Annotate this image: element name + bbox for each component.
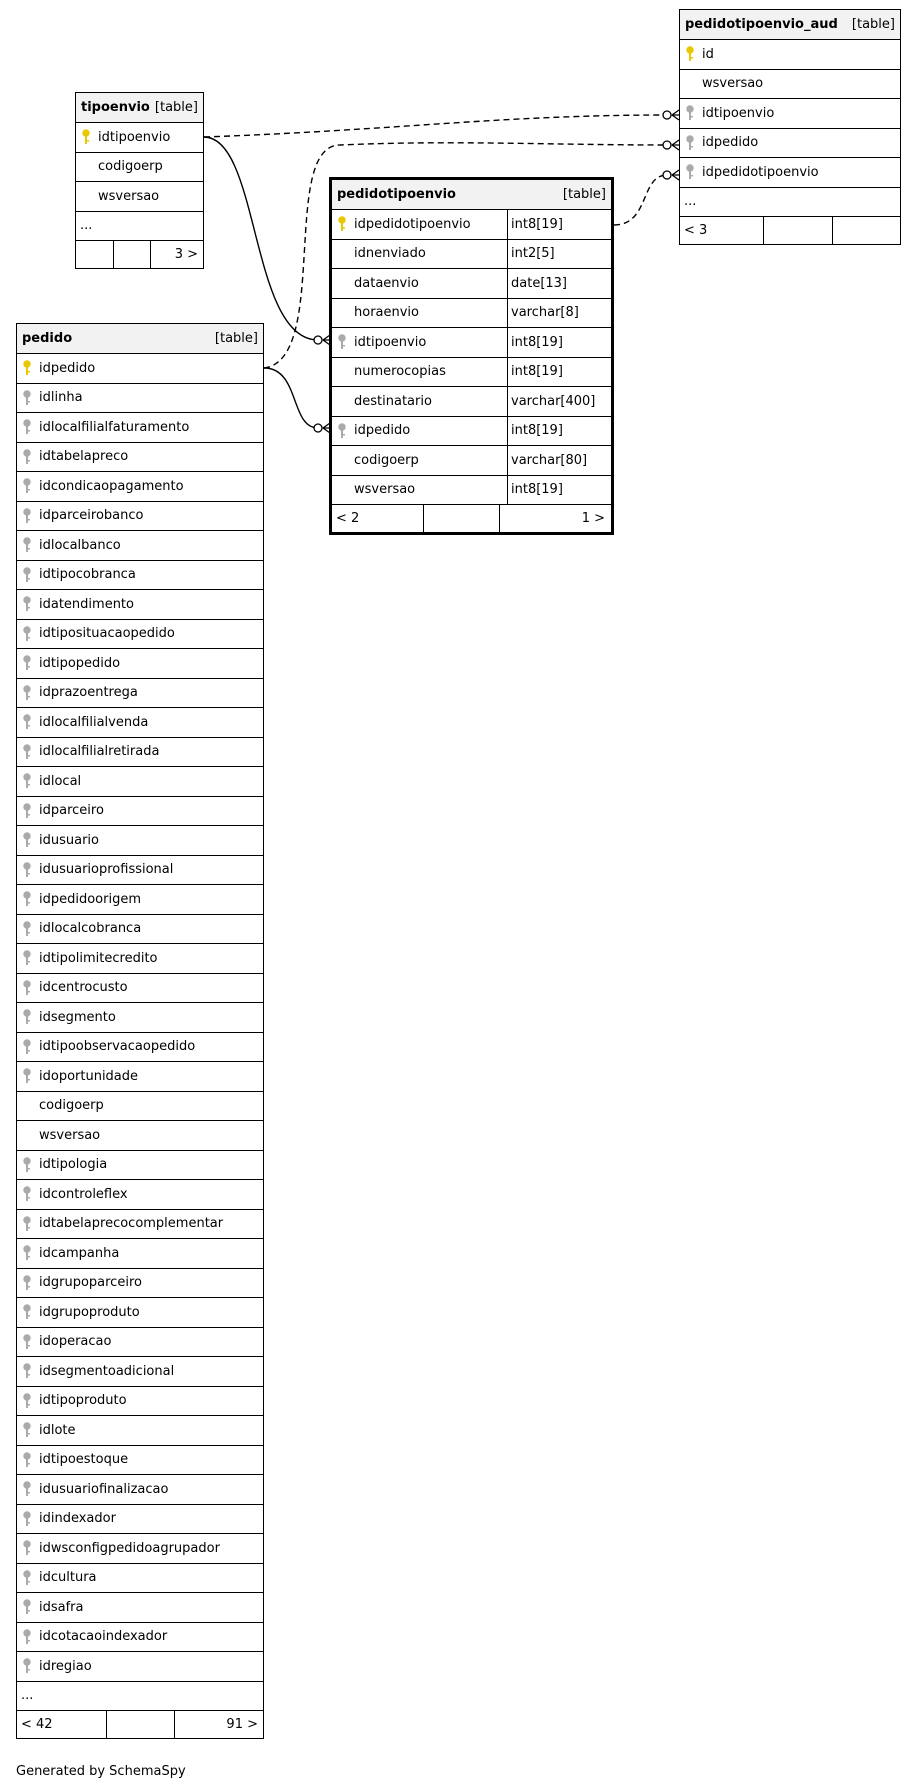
column-name: idlocalbanco	[39, 537, 121, 553]
column-name: idtipoobservacaopedido	[39, 1039, 196, 1055]
column-name: idcultura	[39, 1570, 97, 1586]
column-name: idpedido	[39, 360, 96, 376]
foreign-key-icon	[17, 1186, 37, 1202]
column-row[interactable]	[17, 1151, 263, 1181]
column-row[interactable]	[17, 1121, 263, 1151]
foreign-key-icon	[17, 537, 37, 553]
foreign-key-icon	[17, 714, 37, 730]
column-row[interactable]	[17, 502, 263, 532]
column-name: idgrupoparceiro	[39, 1275, 142, 1291]
primary-key-icon	[680, 46, 700, 62]
column-name: destinatario	[354, 393, 432, 409]
column-row[interactable]	[17, 590, 263, 620]
table-header[interactable]	[332, 180, 611, 210]
column-row[interactable]	[17, 1092, 263, 1122]
foreign-key-icon	[17, 626, 37, 642]
column-name: idprazoentrega	[39, 685, 138, 701]
column-name: idgrupoproduto	[39, 1304, 140, 1320]
column-row[interactable]	[17, 1387, 263, 1417]
foreign-key-icon	[17, 1068, 37, 1084]
column-row[interactable]	[17, 649, 263, 679]
table-type-label: [table]	[562, 187, 606, 202]
column-name: idsafra	[39, 1599, 84, 1615]
crows-foot-marker	[314, 423, 330, 433]
column-type: varchar[8]	[507, 299, 611, 328]
column-name: idusuariofinalizacao	[39, 1481, 169, 1497]
column-name: idtipoenvio	[98, 129, 171, 145]
column-row[interactable]	[17, 1475, 263, 1505]
table-footer	[76, 241, 203, 268]
foreign-key-icon	[17, 1245, 37, 1261]
column-name: idtipoestoque	[39, 1452, 129, 1468]
edge-pedido-pedidotipoenvio	[264, 368, 318, 428]
foreign-key-icon	[17, 1009, 37, 1025]
column-row[interactable]	[17, 1564, 263, 1594]
column-row[interactable]	[17, 974, 263, 1004]
column-row[interactable]	[17, 1180, 263, 1210]
column-type: int8[19]	[507, 476, 611, 505]
edge-pedidotipoenvio-aud	[614, 175, 667, 225]
foreign-key-icon	[17, 862, 37, 878]
column-row[interactable]	[17, 1357, 263, 1387]
column-name: idtabelaprecocomplementar	[39, 1216, 224, 1232]
column-name: idlocalcobranca	[39, 921, 142, 937]
column-row[interactable]	[76, 182, 203, 212]
column-name: idwsconfigpedidoagrupador	[39, 1540, 220, 1556]
foreign-key-icon	[17, 1452, 37, 1468]
column-name: wsversao	[702, 76, 764, 92]
foreign-key-icon	[17, 390, 37, 406]
foreign-key-icon	[680, 135, 700, 151]
column-name: idtipocobranca	[39, 567, 136, 583]
foreign-key-icon	[17, 1275, 37, 1291]
column-row[interactable]	[17, 354, 263, 384]
column-name: idtipolimitecredito	[39, 950, 158, 966]
column-name: idsegmento	[39, 1009, 116, 1025]
table-header[interactable]	[17, 324, 263, 354]
column-name: idparceirobanco	[39, 508, 144, 524]
column-row[interactable]	[17, 1593, 263, 1623]
column-name: idoportunidade	[39, 1068, 139, 1084]
footer-children-count[interactable]: 3 >	[150, 241, 202, 268]
column-type: int8[19]	[507, 358, 611, 387]
column-name: wsversao	[39, 1127, 101, 1143]
table-pedidotipoenvio[interactable]	[329, 177, 614, 535]
column-name: idpedido	[702, 135, 759, 151]
column-name: idcondicaopagamento	[39, 478, 184, 494]
table-pedidotipoenvio-aud[interactable]	[679, 9, 901, 245]
column-row[interactable]	[17, 1210, 263, 1240]
column-type: varchar[400]	[507, 387, 611, 416]
foreign-key-icon	[17, 1363, 37, 1379]
column-name: idtipoenvio	[354, 334, 427, 350]
column-name: idcampanha	[39, 1245, 120, 1261]
foreign-key-icon	[17, 1422, 37, 1438]
crows-foot-marker	[663, 140, 679, 150]
column-name: id	[702, 46, 714, 62]
foreign-key-icon	[17, 1570, 37, 1586]
column-row[interactable]	[17, 1062, 263, 1092]
foreign-key-icon	[17, 1393, 37, 1409]
column-row[interactable]	[17, 885, 263, 915]
column-row[interactable]	[17, 1623, 263, 1653]
column-name: idlocalfilialretirada	[39, 744, 160, 760]
foreign-key-icon	[332, 334, 352, 350]
column-row[interactable]	[680, 129, 900, 159]
footer-middle-cell	[113, 241, 150, 268]
column-name: idtipoenvio	[702, 105, 775, 121]
table-header[interactable]	[680, 10, 900, 40]
foreign-key-icon	[17, 891, 37, 907]
footer-middle-cell	[763, 217, 832, 244]
column-row[interactable]	[17, 1652, 263, 1682]
column-name: idtipopedido	[39, 655, 121, 671]
column-name: idparceiro	[39, 803, 104, 819]
foreign-key-icon	[17, 655, 37, 671]
primary-key-icon	[332, 216, 352, 232]
crows-foot-marker	[663, 110, 679, 120]
foreign-key-icon	[17, 596, 37, 612]
column-name: idpedidoorigem	[39, 891, 142, 907]
foreign-key-icon	[17, 449, 37, 465]
column-row[interactable]	[17, 708, 263, 738]
foreign-key-icon	[17, 419, 37, 435]
column-name: idpedido	[354, 423, 411, 439]
column-row[interactable]	[680, 70, 900, 100]
column-name: codigoerp	[354, 452, 419, 468]
column-name: idtabelapreco	[39, 449, 129, 465]
column-name: dataenvio	[354, 275, 419, 291]
column-name: numerocopias	[354, 364, 446, 380]
column-name: idlocalfilialfaturamento	[39, 419, 190, 435]
foreign-key-icon	[17, 773, 37, 789]
column-name: idcontroleflex	[39, 1186, 128, 1202]
foreign-key-icon	[17, 1216, 37, 1232]
footer-parents-count[interactable]: < 3	[684, 223, 708, 238]
column-row[interactable]	[17, 620, 263, 650]
foreign-key-icon	[332, 423, 352, 439]
footer-middle-cell	[106, 1711, 174, 1738]
column-name: codigoerp	[39, 1098, 104, 1114]
column-name: idatendimento	[39, 596, 134, 612]
column-row[interactable]	[332, 417, 611, 447]
column-row[interactable]	[332, 476, 611, 506]
column-row[interactable]	[17, 1416, 263, 1446]
foreign-key-icon	[17, 1157, 37, 1173]
column-row[interactable]	[17, 856, 263, 886]
column-name: idpedidotipoenvio	[354, 216, 471, 232]
foreign-key-icon	[17, 1334, 37, 1350]
foreign-key-icon	[17, 1511, 37, 1527]
column-row[interactable]	[17, 384, 263, 414]
column-row[interactable]	[17, 1298, 263, 1328]
edge-tipoenvio-pedidotipoenvio	[204, 137, 318, 340]
column-type: int8[19]	[507, 328, 611, 357]
column-row[interactable]	[76, 123, 203, 153]
column-row[interactable]	[680, 40, 900, 70]
column-row[interactable]	[17, 1239, 263, 1269]
column-name: idlote	[39, 1422, 76, 1438]
column-name: idsegmentoadicional	[39, 1363, 175, 1379]
column-row[interactable]	[332, 387, 611, 417]
column-row[interactable]	[17, 679, 263, 709]
foreign-key-icon	[17, 950, 37, 966]
more-columns-row[interactable]	[76, 212, 203, 242]
footer-children-count[interactable]: 1 >	[499, 505, 609, 532]
column-row[interactable]	[332, 299, 611, 329]
column-name: idlocalfilialvenda	[39, 714, 149, 730]
column-name: idtipologia	[39, 1157, 108, 1173]
column-name: idregiao	[39, 1658, 92, 1674]
column-type: varchar[80]	[507, 446, 611, 475]
column-name: idoperacao	[39, 1334, 112, 1350]
column-name: idcentrocusto	[39, 980, 128, 996]
column-row[interactable]	[17, 472, 263, 502]
column-row[interactable]	[17, 797, 263, 827]
table-footer	[17, 1711, 263, 1738]
foreign-key-icon	[17, 832, 37, 848]
column-row[interactable]	[332, 210, 611, 240]
foreign-key-icon	[17, 508, 37, 524]
foreign-key-icon	[17, 1540, 37, 1556]
footer-children-count[interactable]: 91 >	[174, 1711, 262, 1738]
column-row[interactable]	[332, 328, 611, 358]
footer-parents-count[interactable]: < 42	[21, 1717, 53, 1732]
column-row[interactable]	[17, 826, 263, 856]
crows-foot-marker	[663, 170, 679, 180]
generated-by-text: Generated by SchemaSpy	[16, 1764, 186, 1779]
more-columns-row[interactable]	[680, 188, 900, 218]
column-name: idpedidotipoenvio	[702, 164, 819, 180]
table-type-label: [table]	[214, 331, 258, 346]
column-name: codigoerp	[98, 159, 163, 175]
crows-foot-marker	[314, 335, 330, 345]
table-tipoenvio[interactable]	[75, 92, 204, 269]
column-name: horaenvio	[354, 305, 419, 321]
column-row[interactable]	[680, 99, 900, 129]
footer-middle-cell	[423, 505, 499, 532]
primary-key-icon	[76, 129, 96, 145]
column-row[interactable]	[17, 1446, 263, 1476]
column-row[interactable]	[17, 767, 263, 797]
column-name: idtipoproduto	[39, 1393, 127, 1409]
column-name: idlinha	[39, 390, 83, 406]
table-footer	[332, 505, 611, 532]
column-row[interactable]	[17, 1328, 263, 1358]
more-columns-row[interactable]	[17, 1682, 263, 1712]
foreign-key-icon	[680, 105, 700, 121]
foreign-key-icon	[680, 164, 700, 180]
column-row[interactable]	[17, 944, 263, 974]
column-row[interactable]	[17, 561, 263, 591]
column-row[interactable]	[17, 1033, 263, 1063]
column-row[interactable]	[680, 158, 900, 188]
column-name: idindexador	[39, 1511, 116, 1527]
table-name: pedido	[22, 331, 73, 346]
column-row[interactable]	[17, 531, 263, 561]
column-name: idnenviado	[354, 246, 426, 262]
column-row[interactable]	[17, 1269, 263, 1299]
foreign-key-icon	[17, 803, 37, 819]
foreign-key-icon	[17, 685, 37, 701]
column-type: int2[5]	[507, 240, 611, 269]
table-name: tipoenvio	[81, 100, 150, 115]
foreign-key-icon	[17, 1039, 37, 1055]
column-name: idusuarioprofissional	[39, 862, 174, 878]
foreign-key-icon	[17, 567, 37, 583]
column-row[interactable]	[332, 358, 611, 388]
more-columns-ellipsis: ...	[80, 218, 93, 234]
foreign-key-icon	[17, 1304, 37, 1320]
primary-key-icon	[17, 360, 37, 376]
foreign-key-icon	[17, 1629, 37, 1645]
column-name: idusuario	[39, 832, 99, 848]
column-row[interactable]	[17, 1505, 263, 1535]
edge-tipoenvio-aud	[204, 115, 667, 137]
column-row[interactable]	[332, 269, 611, 299]
column-name: idcotacaoindexador	[39, 1629, 168, 1645]
column-row[interactable]	[17, 1534, 263, 1564]
footer-children-count[interactable]	[832, 217, 899, 244]
table-footer	[680, 217, 900, 244]
column-name: idtiposituacaopedido	[39, 626, 175, 642]
foreign-key-icon	[17, 1481, 37, 1497]
table-name: pedidotipoenvio	[337, 187, 456, 202]
column-row[interactable]	[17, 738, 263, 768]
foreign-key-icon	[17, 744, 37, 760]
foreign-key-icon	[17, 980, 37, 996]
column-row[interactable]	[17, 443, 263, 473]
foreign-key-icon	[17, 921, 37, 937]
column-row[interactable]	[17, 915, 263, 945]
footer-parents-count[interactable]: < 2	[336, 511, 360, 526]
column-row[interactable]	[17, 413, 263, 443]
table-type-label: [table]	[154, 100, 198, 115]
column-row[interactable]	[17, 1003, 263, 1033]
table-header[interactable]	[76, 93, 203, 123]
column-row[interactable]	[76, 153, 203, 183]
column-row[interactable]	[332, 240, 611, 270]
more-columns-ellipsis: ...	[684, 194, 697, 210]
column-type: int8[19]	[507, 417, 611, 446]
foreign-key-icon	[17, 478, 37, 494]
table-pedido[interactable]	[16, 323, 264, 1739]
more-columns-ellipsis: ...	[21, 1688, 34, 1704]
table-name: pedidotipoenvio_aud	[685, 17, 838, 32]
column-name: wsversao	[98, 188, 160, 204]
column-type: date[13]	[507, 269, 611, 298]
column-name: idlocal	[39, 773, 82, 789]
foreign-key-icon	[17, 1599, 37, 1615]
column-row[interactable]	[332, 446, 611, 476]
table-type-label: [table]	[851, 17, 895, 32]
column-name: wsversao	[354, 482, 416, 498]
footer-parents-count[interactable]	[76, 241, 113, 268]
foreign-key-icon	[17, 1658, 37, 1674]
column-type: int8[19]	[507, 210, 611, 239]
